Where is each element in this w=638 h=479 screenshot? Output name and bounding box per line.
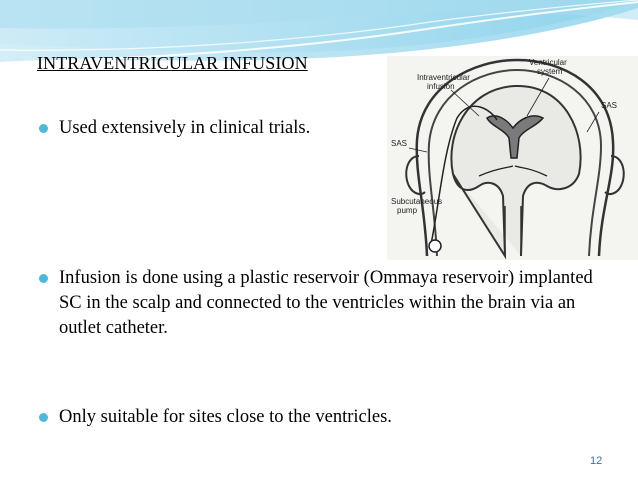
brain-outline — [451, 86, 580, 256]
bullet-icon — [39, 274, 48, 283]
slide-title: INTRAVENTRICULAR INFUSION — [37, 53, 308, 73]
label-sas-left: SAS — [391, 139, 408, 148]
page-number: 12 — [590, 455, 603, 467]
label-intraventricular-line2: infusion — [427, 82, 455, 91]
bullet-icon — [39, 124, 48, 133]
label-intraventricular-line1: Intraventricular — [417, 73, 470, 82]
label-sas-right: SAS — [601, 101, 618, 110]
bullet-icon — [39, 413, 48, 422]
bullet-item — [39, 405, 599, 430]
left-ear — [406, 156, 425, 194]
bullet-text: Infusion is done using a plastic reservoir (Ommaya reservoir) implanted SC in the scalp and connected to the ventricles within the brain via an outlet catheter. — [59, 268, 593, 338]
bullet-text: Only suitable for sites close to the ventricles. — [59, 407, 392, 427]
label-pump-line2: pump — [397, 206, 418, 215]
label-ventricular-line1: Ventricular — [529, 58, 567, 67]
bullet-item — [39, 266, 599, 341]
bullet-item — [39, 116, 399, 141]
brain-ventricle-diagram — [387, 56, 638, 260]
diagram-drawing — [387, 56, 638, 260]
subcutaneous-pump — [429, 240, 441, 252]
label-pump-line1: Subcutaneous — [391, 197, 443, 206]
bullet-text: Used extensively in clinical trials. — [59, 118, 311, 138]
label-ventricular-line2: system — [537, 67, 563, 76]
